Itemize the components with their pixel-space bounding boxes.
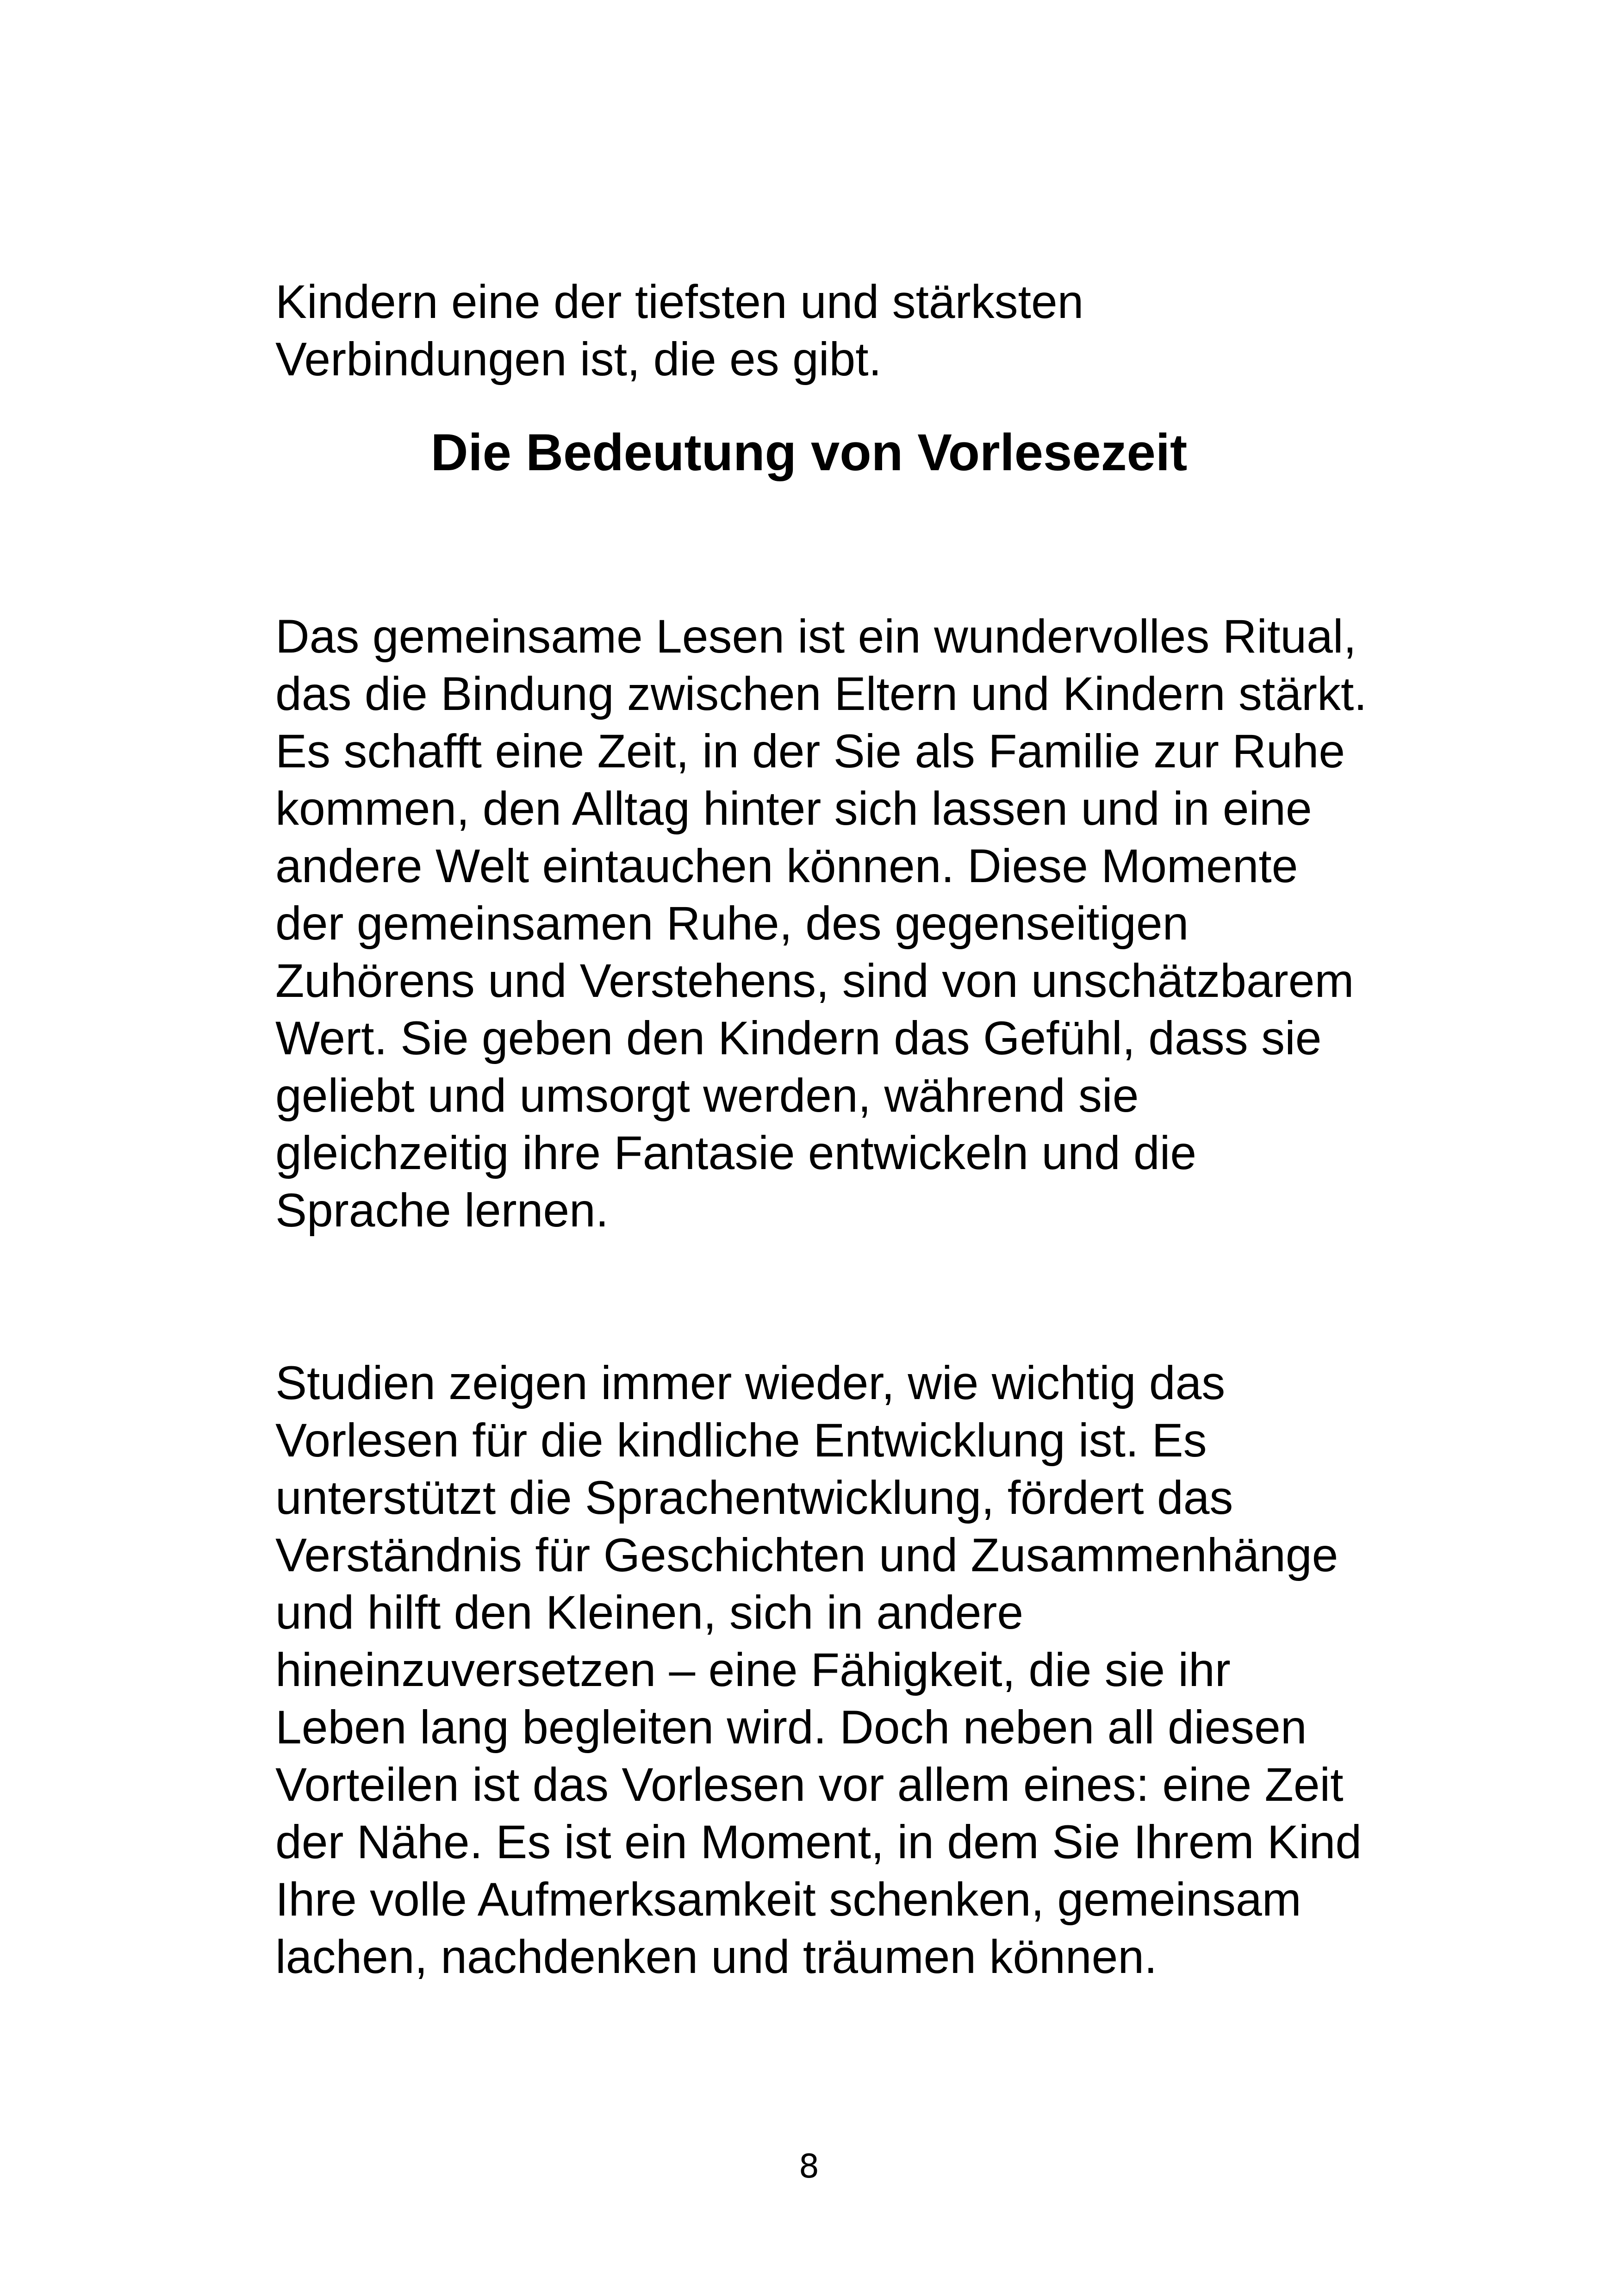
intro-line: Kindern eine der tiefsten und stärksten [275, 275, 1084, 328]
paragraph-1-line: geliebt und umsorgt werden, während sie [275, 1069, 1139, 1122]
paragraph-2-line: Vorlesen für die kindliche Entwicklung ist. Es [275, 1414, 1207, 1467]
paragraph-1-line: Zuhörens und Verstehens, sind von unschätzbarem [275, 954, 1354, 1007]
page-number: 8 [798, 2147, 820, 2185]
paragraph-2-line: und hilft den Kleinen, sich in andere [275, 1586, 1024, 1639]
paragraph-2-line: hineinzuversetzen – eine Fähigkeit, die sie ihr [275, 1643, 1231, 1696]
paragraph-2-line: der Nähe. Es ist ein Moment, in dem Sie Ihrem Kind [275, 1816, 1362, 1868]
paragraph-1-line: Es schafft eine Zeit, in der Sie als Familie zur Ruhe [275, 725, 1345, 778]
paragraph-2-line: Leben lang begleiten wird. Doch neben all diesen [275, 1701, 1307, 1754]
paragraph-2-line: lachen, nachdenken und träumen können. [275, 1930, 1157, 1983]
paragraph-1-line: andere Welt eintauchen können. Diese Momente [275, 840, 1298, 892]
paragraph-1-line: kommen, den Alltag hinter sich lassen und in eine [275, 782, 1312, 835]
paragraph-2-line: Vorteilen ist das Vorlesen vor allem eines: eine Zeit [275, 1758, 1344, 1811]
paragraph-1-line: Wert. Sie geben den Kindern das Gefühl, dass sie [275, 1012, 1322, 1064]
paragraph-2-line: Verständnis für Geschichten und Zusammenhänge [275, 1529, 1338, 1581]
paragraph-1-line: der gemeinsamen Ruhe, des gegenseitigen [275, 897, 1189, 950]
paragraph-1-line: das die Bindung zwischen Eltern und Kindern stärkt. [275, 667, 1367, 720]
section-heading: Die Bedeutung von Vorlesezeit [430, 423, 1188, 481]
paragraph-2-line: Ihre volle Aufmerksamkeit schenken, gemeinsam [275, 1873, 1301, 1926]
paragraph-1-line: Sprache lernen. [275, 1184, 609, 1237]
paragraph-1-line: gleichzeitig ihre Fantasie entwickeln und die [275, 1126, 1197, 1179]
intro-line: Verbindungen ist, die es gibt. [275, 333, 882, 386]
paragraph-2-line: unterstützt die Sprachentwicklung, fördert das [275, 1471, 1233, 1524]
paragraph-2-line: Studien zeigen immer wieder, wie wichtig das [275, 1356, 1226, 1409]
paragraph-1-line: Das gemeinsame Lesen ist ein wundervolles Ritual, [275, 610, 1357, 663]
